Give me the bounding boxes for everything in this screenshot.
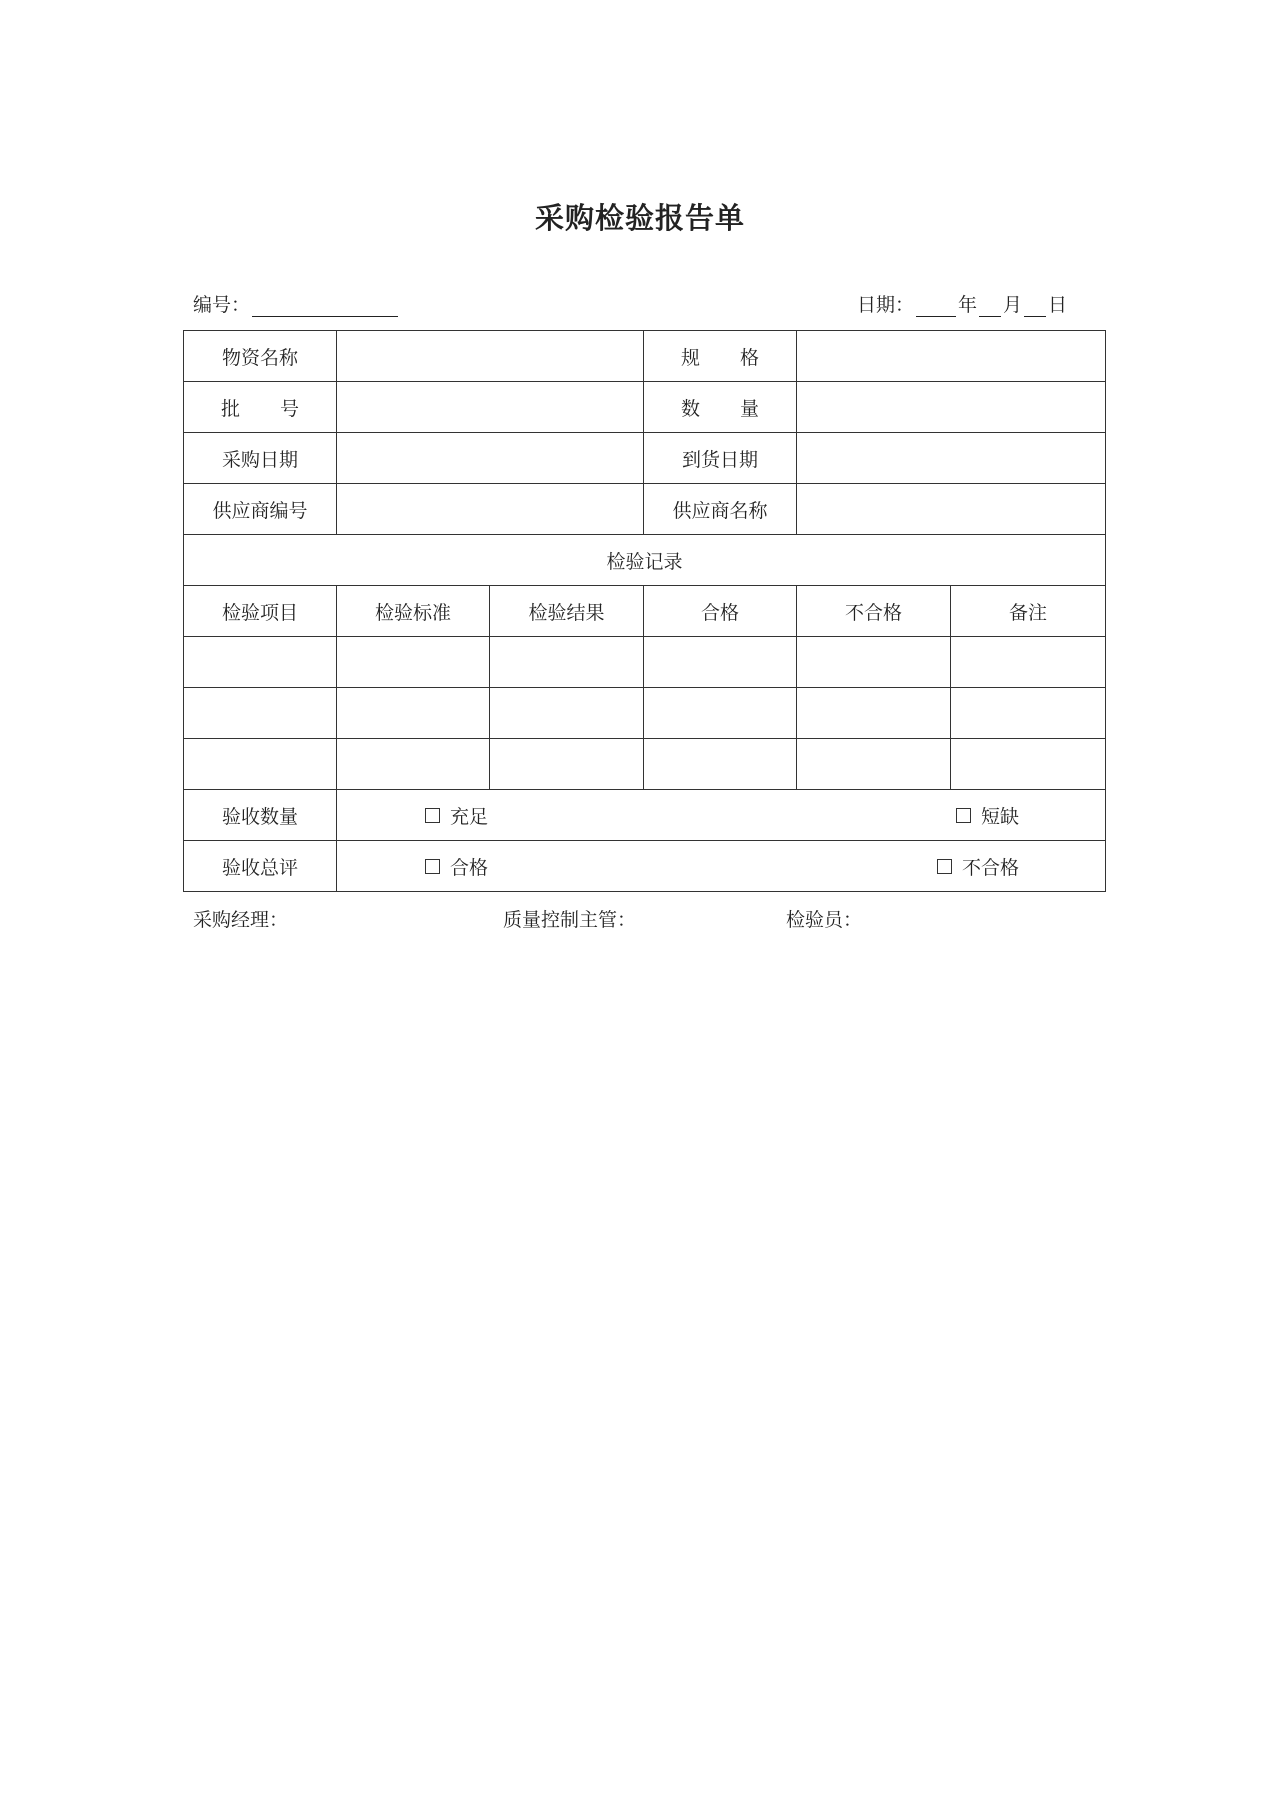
record-cell[interactable] bbox=[184, 688, 337, 739]
number-field bbox=[193, 290, 400, 317]
acceptance-overall-label: 验收总评 bbox=[184, 841, 337, 892]
number-label: 编号： bbox=[193, 294, 251, 316]
record-cell[interactable] bbox=[797, 739, 951, 790]
arrival-date-input[interactable] bbox=[797, 433, 1106, 484]
record-cell[interactable] bbox=[644, 739, 797, 790]
label-spec: 规 格 bbox=[681, 346, 759, 369]
supplier-number-input[interactable] bbox=[337, 484, 644, 535]
record-row bbox=[184, 637, 1106, 688]
info-label-cell bbox=[184, 382, 337, 433]
label-quantity: 数 量 bbox=[681, 397, 759, 420]
column-header-remarks: 备注 bbox=[951, 586, 1106, 637]
record-cell[interactable] bbox=[184, 637, 337, 688]
record-cell[interactable] bbox=[337, 637, 490, 688]
quantity-input[interactable] bbox=[797, 382, 1106, 433]
record-cell[interactable] bbox=[490, 637, 644, 688]
record-cell[interactable] bbox=[797, 688, 951, 739]
month-blank[interactable] bbox=[979, 296, 1001, 317]
label-purchase-date: 采购日期 bbox=[221, 448, 298, 471]
sufficient-label: 充足 bbox=[450, 805, 489, 828]
record-cell[interactable] bbox=[951, 637, 1106, 688]
record-cell[interactable] bbox=[797, 637, 951, 688]
checkbox-icon[interactable] bbox=[937, 859, 952, 874]
label-material-name: 物资名称 bbox=[221, 346, 298, 369]
label-batch-number: 批 号 bbox=[221, 397, 299, 420]
record-title: 检验记录 bbox=[184, 535, 1106, 586]
record-row bbox=[184, 739, 1106, 790]
sufficient-option[interactable] bbox=[425, 802, 488, 829]
manager-signature-label: 采购经理： bbox=[193, 909, 289, 931]
column-header-fail: 不合格 bbox=[797, 586, 951, 637]
info-label-cell bbox=[644, 484, 797, 535]
record-title-row bbox=[184, 535, 1106, 586]
acceptance-overall-row bbox=[184, 841, 1106, 892]
info-row bbox=[184, 484, 1106, 535]
number-blank[interactable] bbox=[252, 296, 398, 317]
checkbox-icon[interactable] bbox=[425, 808, 440, 823]
info-label-cell bbox=[184, 433, 337, 484]
day-blank[interactable] bbox=[1024, 296, 1046, 317]
spec-input[interactable] bbox=[797, 331, 1106, 382]
label-arrival-date: 到货日期 bbox=[681, 448, 758, 471]
month-label: 月 bbox=[1002, 294, 1022, 316]
batch-number-input[interactable] bbox=[337, 382, 644, 433]
date-field bbox=[857, 290, 1067, 317]
info-label-cell bbox=[184, 484, 337, 535]
record-cell[interactable] bbox=[490, 688, 644, 739]
date-label: 日期： bbox=[856, 294, 914, 316]
inspection-form-table bbox=[183, 330, 1106, 892]
pass-option[interactable] bbox=[425, 853, 488, 880]
qc-signature-label: 质量控制主管： bbox=[503, 909, 637, 931]
acceptance-quantity-row bbox=[184, 790, 1106, 841]
record-cell[interactable] bbox=[951, 688, 1106, 739]
record-row bbox=[184, 688, 1106, 739]
record-cell[interactable] bbox=[951, 739, 1106, 790]
shortage-label: 短缺 bbox=[980, 805, 1019, 828]
info-label-cell bbox=[644, 382, 797, 433]
checkbox-icon[interactable] bbox=[956, 808, 971, 823]
label-supplier-name: 供应商名称 bbox=[672, 499, 768, 522]
checkbox-icon[interactable] bbox=[425, 859, 440, 874]
fail-option[interactable] bbox=[937, 853, 1019, 880]
page-title: 采购检验报告单 bbox=[534, 201, 745, 235]
material-name-input[interactable] bbox=[337, 331, 644, 382]
purchase-date-input[interactable] bbox=[337, 433, 644, 484]
column-header-item: 检验项目 bbox=[184, 586, 337, 637]
info-row bbox=[184, 331, 1106, 382]
info-label-cell bbox=[644, 331, 797, 382]
shortage-option[interactable] bbox=[956, 802, 1019, 829]
record-header-row bbox=[184, 586, 1106, 637]
info-label-cell bbox=[184, 331, 337, 382]
fail-label: 不合格 bbox=[961, 856, 1019, 879]
column-header-standard: 检验标准 bbox=[337, 586, 490, 637]
record-cell[interactable] bbox=[644, 688, 797, 739]
supplier-name-input[interactable] bbox=[797, 484, 1106, 535]
record-cell[interactable] bbox=[644, 637, 797, 688]
column-header-result: 检验结果 bbox=[490, 586, 644, 637]
acceptance-quantity-options bbox=[337, 790, 1106, 841]
pass-label: 合格 bbox=[450, 856, 489, 879]
record-cell[interactable] bbox=[337, 688, 490, 739]
record-cell[interactable] bbox=[184, 739, 337, 790]
info-row bbox=[184, 382, 1106, 433]
record-cell[interactable] bbox=[490, 739, 644, 790]
day-label: 日 bbox=[1047, 294, 1067, 316]
acceptance-overall-options bbox=[337, 841, 1106, 892]
record-cell[interactable] bbox=[337, 739, 490, 790]
year-blank[interactable] bbox=[916, 296, 956, 317]
column-header-pass: 合格 bbox=[644, 586, 797, 637]
year-label: 年 bbox=[957, 294, 977, 316]
inspector-signature-label: 检验员： bbox=[786, 909, 863, 931]
info-row bbox=[184, 433, 1106, 484]
acceptance-quantity-label: 验收数量 bbox=[184, 790, 337, 841]
info-label-cell bbox=[644, 433, 797, 484]
label-supplier-number: 供应商编号 bbox=[212, 499, 308, 522]
